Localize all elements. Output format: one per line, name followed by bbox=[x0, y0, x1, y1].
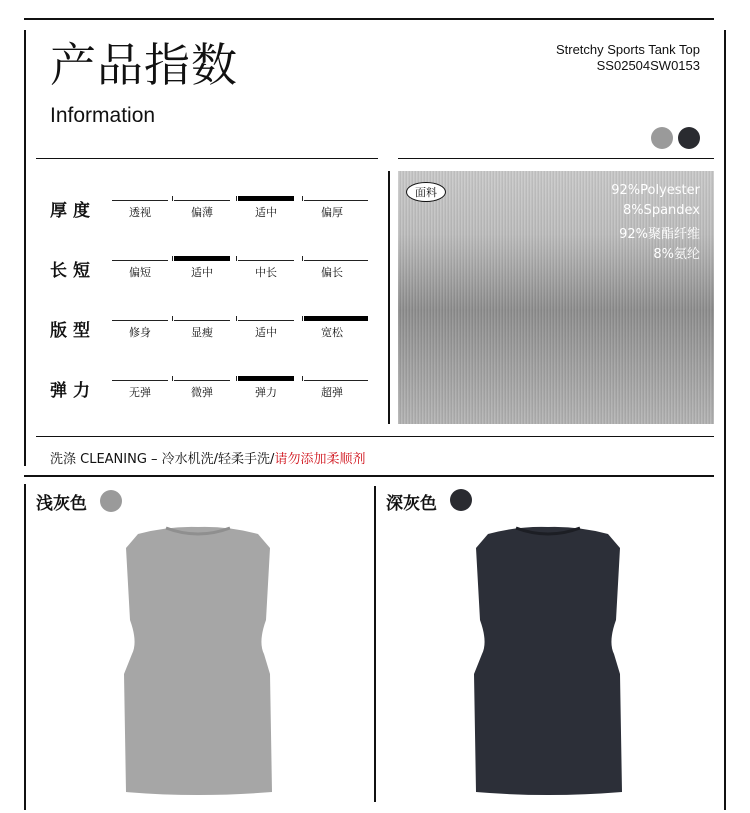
spec-option-label: 偏短 bbox=[129, 266, 151, 279]
spec-segment-selected bbox=[238, 196, 294, 201]
spec-segment bbox=[112, 380, 168, 381]
cleaning-text: 洗涤 CLEANING – 冷水机洗/轻柔手洗/ bbox=[50, 452, 275, 467]
products-left-line bbox=[24, 484, 26, 810]
fabric-line: 92%聚酯纤维 bbox=[619, 227, 700, 242]
swatch-light-gray[interactable] bbox=[651, 127, 673, 149]
spec-tick bbox=[302, 256, 303, 261]
fabric-badge: 面料 bbox=[406, 182, 446, 202]
spec-tick bbox=[172, 316, 173, 321]
color-dot-light[interactable] bbox=[100, 490, 122, 512]
spec-option-label: 中长 bbox=[255, 266, 277, 279]
spec-option-label: 适中 bbox=[255, 206, 277, 219]
spec-segment bbox=[304, 380, 368, 381]
spec-option-label: 偏薄 bbox=[191, 206, 213, 219]
spec-tick bbox=[172, 256, 173, 261]
spec-segment-selected bbox=[304, 316, 368, 321]
fabric-line: 92%Polyester bbox=[611, 183, 700, 198]
page-title: 产品指数 bbox=[50, 38, 238, 92]
frame-top-line bbox=[24, 18, 714, 20]
section-divider bbox=[24, 475, 714, 477]
spec-segment bbox=[238, 260, 294, 261]
spec-segment-selected bbox=[238, 376, 294, 381]
spec-label: 版型 bbox=[50, 321, 96, 341]
spec-segment bbox=[112, 200, 168, 201]
spec-tick bbox=[302, 316, 303, 321]
spec-segment bbox=[174, 200, 230, 201]
page-subtitle: Information bbox=[50, 104, 156, 127]
spec-segment bbox=[304, 200, 368, 201]
spec-segment bbox=[112, 260, 168, 261]
frame-right-line bbox=[724, 30, 726, 810]
spec-label: 弹力 bbox=[50, 381, 96, 401]
color-name-light: 浅灰色 bbox=[36, 494, 87, 514]
tank-top-dark-image bbox=[468, 524, 628, 798]
tank-top-light-image bbox=[118, 524, 278, 798]
spec-segment-selected bbox=[174, 256, 230, 261]
color-dot-dark[interactable] bbox=[450, 489, 472, 511]
spec-segment bbox=[238, 320, 294, 321]
spec-tick bbox=[172, 196, 173, 201]
spec-label: 厚度 bbox=[50, 201, 96, 221]
spec-option-label: 偏厚 bbox=[321, 206, 343, 219]
spec-vertical-divider bbox=[388, 171, 390, 424]
spec-option-label: 透视 bbox=[129, 206, 151, 219]
spec-tick bbox=[302, 376, 303, 381]
spec-option-label: 无弹 bbox=[129, 386, 151, 399]
spec-segment bbox=[174, 320, 230, 321]
fabric-line: 8%Spandex bbox=[622, 203, 700, 218]
header-divider-right bbox=[398, 158, 714, 159]
spec-option-label: 超弹 bbox=[321, 386, 343, 399]
spec-option-label: 显瘦 bbox=[191, 326, 213, 339]
swatch-dark-gray[interactable] bbox=[678, 127, 700, 149]
spec-tick bbox=[172, 376, 173, 381]
spec-segment bbox=[304, 260, 368, 261]
spec-tick bbox=[236, 376, 237, 381]
fabric-swatch-image bbox=[398, 171, 714, 424]
spec-option-label: 微弹 bbox=[191, 386, 213, 399]
cleaning-top-line bbox=[36, 436, 714, 437]
spec-label: 长短 bbox=[50, 261, 96, 281]
spec-option-label: 宽松 bbox=[321, 326, 343, 339]
product-code: SS02504SW0153 bbox=[596, 58, 700, 73]
spec-segment bbox=[112, 320, 168, 321]
cleaning-instructions bbox=[50, 448, 365, 467]
header-divider-left bbox=[36, 158, 378, 159]
spec-option-label: 适中 bbox=[191, 266, 213, 279]
color-name-dark: 深灰色 bbox=[386, 494, 437, 514]
fabric-line: 8%氨纶 bbox=[653, 247, 700, 262]
product-name: Stretchy Sports Tank Top bbox=[555, 42, 700, 57]
spec-option-label: 偏长 bbox=[321, 266, 343, 279]
frame-left-line bbox=[24, 30, 26, 466]
spec-tick bbox=[302, 196, 303, 201]
spec-segment bbox=[174, 380, 230, 381]
spec-option-label: 适中 bbox=[255, 326, 277, 339]
spec-tick bbox=[236, 196, 237, 201]
spec-tick bbox=[236, 316, 237, 321]
products-middle-line bbox=[374, 486, 376, 802]
spec-option-label: 弹力 bbox=[255, 386, 277, 399]
spec-tick bbox=[236, 256, 237, 261]
spec-option-label: 修身 bbox=[129, 326, 151, 339]
cleaning-warning: 请勿添加柔顺剂 bbox=[274, 452, 366, 467]
